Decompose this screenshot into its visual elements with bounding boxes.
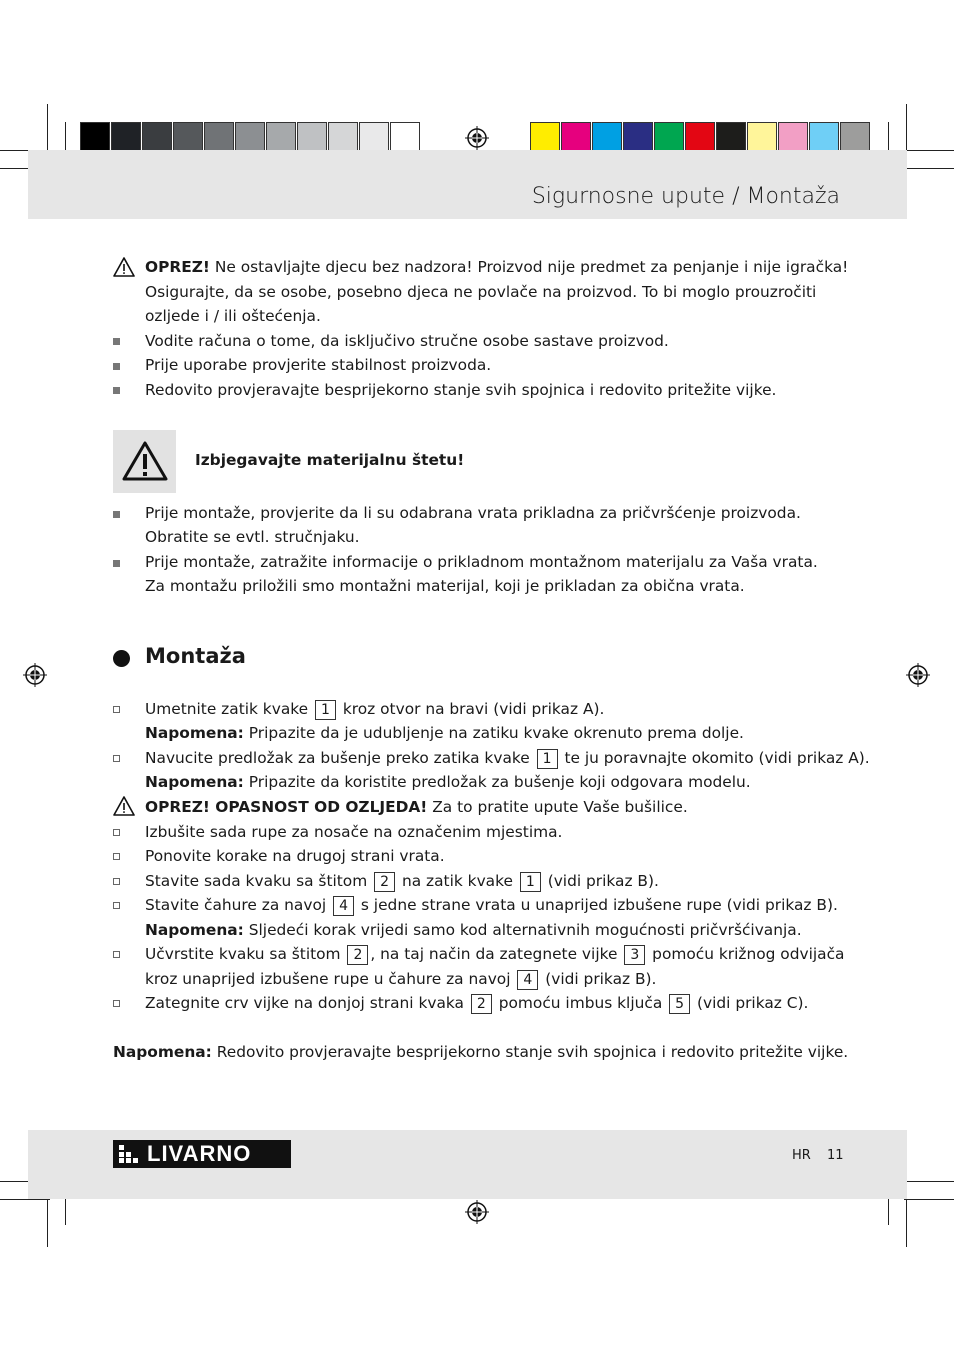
registration-mark-icon [906,663,930,687]
livarno-logo [113,1140,291,1168]
checkbox-icon [113,706,120,713]
checkbox-icon [113,829,120,836]
note: Napomena: Pripazite da koristite predložak za bušenje koji odgovara modelu. [145,773,751,791]
crop-mark [904,1181,954,1182]
checkbox-icon [113,853,120,860]
warning-triangle-icon [113,257,135,277]
crop-mark [904,168,954,169]
checkbox-icon [113,902,120,909]
bullet-icon [113,560,120,567]
crop-mark [906,1199,907,1247]
safety-bullet: Prije uporabe provjerite stabilnost proizvoda. [145,356,492,374]
caution-heading: Izbjegavajte materijalnu štetu! [195,451,465,469]
bullet-icon [113,338,120,345]
step-8: Zategnite crv vijke na donjoj strani kvaka 2 pomoću imbus ključa 5 (vidi prikaz C). [145,994,809,1012]
part-number: 2 [471,994,492,1014]
language-code: HR [792,1148,811,1163]
registration-mark-icon [465,1200,489,1224]
crop-mark [906,104,907,150]
part-number: 1 [520,872,541,892]
note: Napomena: Pripazite da je udubljenje na zatiku kvake okrenuto prema dolje. [145,724,744,742]
warning-label: OPREZ! [145,258,210,276]
warning-line-2: Osigurajte, da se osobe, posebno djeca ne povlače na proizvod. To bi moglo prouzročiti [145,283,817,301]
caution-bullet: Prije montaže, provjerite da li su odabrana vrata prikladna za pričvršćenje proizvoda. [145,504,801,522]
checkbox-icon [113,951,120,958]
part-number: 2 [347,945,368,965]
bullet-icon [113,387,120,394]
note: Napomena: Sljedeći korak vrijedi samo kod alternativnih mogućnosti pričvršćivanja. [145,921,802,939]
step-5: Stavite sada kvaku sa štitom 2 na zatik kvake 1 (vidi prikaz B). [145,872,659,890]
caution-bullet-cont: Obratite se evtl. stručnjaku. [145,528,360,546]
warning-triangle-icon [122,441,168,481]
crop-mark [47,104,48,150]
step-4: Ponovite korake na drugoj strani vrata. [145,847,445,865]
part-number: 2 [374,872,395,892]
safety-bullet: Vodite računa o tome, da isključivo stručne osobe sastave proizvod. [145,332,669,350]
part-number: 4 [333,896,354,916]
part-number: 1 [315,700,336,720]
warning-triangle-icon [113,796,135,816]
checkbox-icon [113,878,120,885]
bullet-icon [113,363,120,370]
checkbox-icon [113,755,120,762]
safety-bullet: Redovito provjeravajte besprijekorno stanje svih spojnica i redovito pritežite vijke. [145,381,777,399]
caution-bullet-cont: Za montažu priložili smo montažni materijal, koji je prikladan za obična vrata. [145,577,745,595]
part-number: 4 [517,970,538,990]
caution-box [113,430,176,493]
registration-mark-icon [23,663,47,687]
step-6: Stavite čahure za navoj 4 s jedne strane vrata u unaprijed izbušene rupe (vidi prikaz B). [145,896,838,914]
logo-text: LIVARNO [147,1141,252,1166]
section-title: Montaža [145,644,246,668]
crop-mark [0,1199,50,1200]
crop-mark [904,150,954,151]
registration-mark-icon [465,126,489,150]
part-number: 1 [537,749,558,769]
caution-bullet: Prije montaže, zatražite informacije o prikladnom montažnom materijalu za Vaša vrata. [145,553,818,571]
crop-mark [904,1199,954,1200]
warning-line-3: ozljede i / ili oštećenja. [145,307,321,325]
part-number: 5 [669,994,690,1014]
crop-mark [47,1199,48,1247]
warning-text: Ne ostavljajte djecu bez nadzora! Proizvod nije predmet za penjanje i nije igračka! [214,258,849,276]
step-7-cont: kroz unaprijed izbušene rupe u čahure za navoj 4 (vidi prikaz B). [145,970,657,988]
page-number: 11 [827,1148,844,1163]
step-2: Navucite predložak za bušenje preko zatika kvake 1 te ju poravnajte okomito (vidi prikaz A). [145,749,870,767]
bullet-icon [113,511,120,518]
step-3: Izbušite sada rupe za nosače na označenim mjestima. [145,823,563,841]
injury-warning: OPREZ! OPASNOST OD OZLJEDA! Za to pratite upute Vaše bušilice. [145,798,688,816]
checkbox-icon [113,1000,120,1007]
page-title: Sigurnosne upute / Montaža [531,184,840,209]
logo-mark-icon [119,1145,141,1163]
step-1: Umetnite zatik kvake 1 kroz otvor na bravi (vidi prikaz A). [145,700,605,718]
final-note: Napomena: Redovito provjeravajte besprijekorno stanje svih spojnica i redovito pritežite vijke. [113,1043,849,1061]
section-bullet-icon [113,650,130,667]
part-number: 3 [624,945,645,965]
step-7: Učvrstite kvaku sa štitom 2 , na taj način da zategnete vijke 3 pomoću križnog odvijača [145,945,845,963]
warning-line [145,255,848,279]
